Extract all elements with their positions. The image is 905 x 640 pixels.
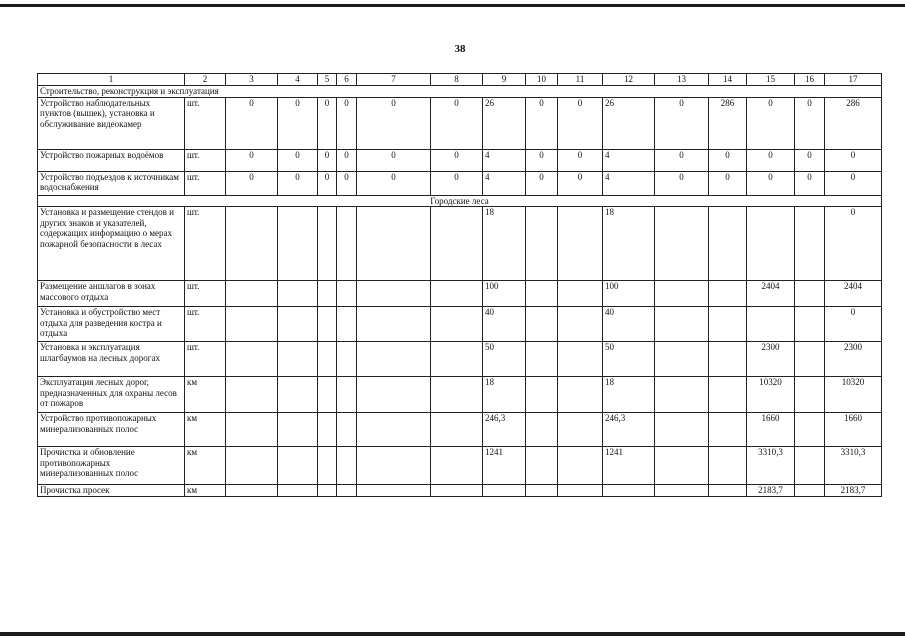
value-cell: 18	[603, 377, 655, 413]
value-cell: 0	[655, 97, 709, 149]
column-number: 6	[337, 74, 357, 86]
value-cell	[318, 485, 337, 497]
value-cell: 18	[483, 207, 526, 281]
column-number: 7	[357, 74, 431, 86]
column-number: 5	[318, 74, 337, 86]
value-cell: 0	[337, 149, 357, 171]
value-cell	[558, 281, 603, 307]
unit-cell: шт.	[185, 207, 226, 281]
column-number: 3	[226, 74, 278, 86]
unit-cell: шт.	[185, 97, 226, 149]
value-cell	[431, 485, 483, 497]
value-cell: 0	[431, 97, 483, 149]
value-cell	[357, 447, 431, 485]
unit-cell: км	[185, 413, 226, 447]
unit-cell: шт.	[185, 149, 226, 171]
value-cell	[526, 485, 558, 497]
value-cell	[709, 377, 747, 413]
value-cell: 0	[709, 149, 747, 171]
measure-name: Устройство противопожарных минерализованных полос	[38, 413, 185, 447]
value-cell: 2404	[747, 281, 795, 307]
value-cell: 26	[483, 97, 526, 149]
value-cell	[337, 413, 357, 447]
value-cell	[709, 485, 747, 497]
value-cell: 10320	[747, 377, 795, 413]
value-cell	[558, 485, 603, 497]
value-cell: 0	[226, 97, 278, 149]
value-cell	[795, 342, 825, 377]
column-number: 15	[747, 74, 795, 86]
top-scan-border	[0, 4, 905, 7]
column-number: 10	[526, 74, 558, 86]
value-cell	[278, 281, 318, 307]
measure-name: Устройство подъездов к источникам водоснабжения	[38, 171, 185, 195]
value-cell	[655, 342, 709, 377]
column-number: 2	[185, 74, 226, 86]
value-cell: 0	[825, 171, 882, 195]
table-row	[38, 171, 882, 195]
value-cell: 4	[603, 171, 655, 195]
value-cell	[526, 207, 558, 281]
subsection-title: Городские леса	[38, 195, 882, 207]
value-cell	[278, 307, 318, 342]
measure-name: Установка и обустройство мест отдыха для разведения костра и отдыха	[38, 307, 185, 342]
value-cell	[558, 342, 603, 377]
value-cell	[357, 281, 431, 307]
unit-cell: шт.	[185, 171, 226, 195]
value-cell: 286	[709, 97, 747, 149]
value-cell: 0	[526, 97, 558, 149]
value-cell: 0	[318, 171, 337, 195]
value-cell	[226, 377, 278, 413]
value-cell	[226, 342, 278, 377]
value-cell	[655, 413, 709, 447]
table-row	[38, 485, 882, 497]
value-cell: 0	[655, 171, 709, 195]
value-cell	[226, 207, 278, 281]
table-row	[38, 281, 882, 307]
value-cell	[483, 485, 526, 497]
value-cell	[709, 281, 747, 307]
value-cell	[431, 281, 483, 307]
value-cell	[795, 207, 825, 281]
value-cell: 0	[747, 97, 795, 149]
value-cell	[709, 447, 747, 485]
value-cell	[318, 342, 337, 377]
value-cell	[318, 207, 337, 281]
measure-name: Установка и размещение стендов и других знаков и указателей, содержащих информацию о мерах пожарной безопасности в лесах	[38, 207, 185, 281]
column-number-row	[38, 74, 882, 86]
value-cell: 0	[337, 97, 357, 149]
value-cell	[337, 342, 357, 377]
table-row	[38, 149, 882, 171]
value-cell	[226, 281, 278, 307]
column-number: 17	[825, 74, 882, 86]
value-cell	[318, 377, 337, 413]
value-cell	[795, 413, 825, 447]
value-cell: 40	[483, 307, 526, 342]
value-cell	[795, 281, 825, 307]
bottom-scan-border	[0, 632, 905, 636]
value-cell: 3310,3	[747, 447, 795, 485]
column-number: 12	[603, 74, 655, 86]
value-cell	[558, 307, 603, 342]
table-row	[38, 413, 882, 447]
measure-name: Эксплуатация лесных дорог, предназначенных для охраны лесов от пожаров	[38, 377, 185, 413]
value-cell: 2183,7	[825, 485, 882, 497]
value-cell	[318, 413, 337, 447]
value-cell	[226, 447, 278, 485]
unit-cell: км	[185, 377, 226, 413]
value-cell: 18	[483, 377, 526, 413]
value-cell	[655, 377, 709, 413]
value-cell	[747, 207, 795, 281]
value-cell	[357, 485, 431, 497]
value-cell: 100	[603, 281, 655, 307]
section-row	[38, 86, 882, 98]
value-cell: 40	[603, 307, 655, 342]
value-cell	[337, 281, 357, 307]
value-cell	[337, 447, 357, 485]
value-cell	[318, 281, 337, 307]
value-cell	[558, 207, 603, 281]
value-cell: 2183,7	[747, 485, 795, 497]
value-cell	[318, 447, 337, 485]
value-cell: 286	[825, 97, 882, 149]
value-cell: 18	[603, 207, 655, 281]
value-cell	[278, 342, 318, 377]
value-cell: 0	[226, 149, 278, 171]
value-cell: 2300	[825, 342, 882, 377]
measure-name: Устройство наблюдательных пунктов (вышек), установка и обслуживание видеокамер	[38, 97, 185, 149]
unit-cell: км	[185, 485, 226, 497]
value-cell	[357, 342, 431, 377]
value-cell	[526, 413, 558, 447]
table-row	[38, 377, 882, 413]
value-cell	[709, 207, 747, 281]
value-cell: 1660	[825, 413, 882, 447]
table-row	[38, 447, 882, 485]
value-cell: 246,3	[603, 413, 655, 447]
measure-name: Размещение аншлагов в зонах массового отдыха	[38, 281, 185, 307]
value-cell: 1241	[603, 447, 655, 485]
value-cell: 0	[526, 149, 558, 171]
value-cell	[709, 307, 747, 342]
value-cell	[709, 342, 747, 377]
value-cell: 0	[318, 97, 337, 149]
value-cell: 0	[655, 149, 709, 171]
section-title: Строительство, реконструкция и эксплуатация	[38, 86, 882, 98]
value-cell	[226, 485, 278, 497]
value-cell: 0	[431, 171, 483, 195]
value-cell: 246,3	[483, 413, 526, 447]
value-cell	[795, 447, 825, 485]
value-cell: 0	[795, 97, 825, 149]
value-cell	[526, 447, 558, 485]
value-cell	[278, 207, 318, 281]
value-cell: 0	[825, 149, 882, 171]
value-cell	[278, 377, 318, 413]
unit-cell: шт.	[185, 281, 226, 307]
measure-name: Прочистка и обновление противопожарных минерализованных полос	[38, 447, 185, 485]
value-cell	[278, 447, 318, 485]
page-number: 38	[454, 43, 466, 55]
value-cell: 0	[431, 149, 483, 171]
value-cell: 0	[825, 207, 882, 281]
value-cell	[558, 377, 603, 413]
value-cell	[526, 342, 558, 377]
value-cell: 0	[709, 171, 747, 195]
value-cell: 0	[357, 97, 431, 149]
value-cell	[431, 342, 483, 377]
value-cell	[337, 207, 357, 281]
value-cell: 0	[747, 171, 795, 195]
value-cell	[431, 447, 483, 485]
column-number: 9	[483, 74, 526, 86]
value-cell	[655, 307, 709, 342]
unit-cell: км	[185, 447, 226, 485]
value-cell	[357, 207, 431, 281]
value-cell: 0	[747, 149, 795, 171]
value-cell: 0	[558, 149, 603, 171]
value-cell	[655, 485, 709, 497]
value-cell: 50	[483, 342, 526, 377]
value-cell: 0	[795, 171, 825, 195]
value-cell: 3310,3	[825, 447, 882, 485]
column-number: 11	[558, 74, 603, 86]
value-cell	[795, 307, 825, 342]
value-cell	[357, 307, 431, 342]
value-cell: 0	[558, 97, 603, 149]
value-cell	[431, 377, 483, 413]
value-cell: 4	[483, 149, 526, 171]
value-cell: 0	[337, 171, 357, 195]
value-cell	[431, 413, 483, 447]
value-cell	[357, 413, 431, 447]
value-cell: 0	[825, 307, 882, 342]
column-number: 16	[795, 74, 825, 86]
value-cell: 2404	[825, 281, 882, 307]
value-cell	[603, 485, 655, 497]
value-cell: 0	[278, 149, 318, 171]
value-cell	[709, 413, 747, 447]
column-number: 13	[655, 74, 709, 86]
value-cell: 100	[483, 281, 526, 307]
value-cell	[558, 413, 603, 447]
value-cell: 1660	[747, 413, 795, 447]
value-cell	[318, 307, 337, 342]
value-cell	[431, 207, 483, 281]
value-cell: 0	[318, 149, 337, 171]
value-cell: 2300	[747, 342, 795, 377]
value-cell: 4	[603, 149, 655, 171]
measures-table	[37, 73, 882, 497]
table-row	[38, 342, 882, 377]
measure-name: Прочистка просек	[38, 485, 185, 497]
value-cell: 0	[278, 171, 318, 195]
table-row	[38, 97, 882, 149]
column-number: 1	[38, 74, 185, 86]
value-cell	[278, 413, 318, 447]
value-cell: 0	[795, 149, 825, 171]
column-number: 14	[709, 74, 747, 86]
value-cell	[795, 485, 825, 497]
value-cell	[655, 281, 709, 307]
value-cell	[526, 281, 558, 307]
value-cell	[337, 307, 357, 342]
value-cell: 10320	[825, 377, 882, 413]
value-cell	[278, 485, 318, 497]
value-cell	[526, 307, 558, 342]
value-cell	[431, 307, 483, 342]
unit-cell: шт.	[185, 342, 226, 377]
measure-name: Устройство пожарных водоёмов	[38, 149, 185, 171]
value-cell: 0	[226, 171, 278, 195]
value-cell: 0	[357, 171, 431, 195]
column-number: 8	[431, 74, 483, 86]
value-cell	[337, 485, 357, 497]
column-number: 4	[278, 74, 318, 86]
value-cell: 0	[526, 171, 558, 195]
value-cell	[655, 447, 709, 485]
table-row	[38, 207, 882, 281]
value-cell	[747, 307, 795, 342]
value-cell	[226, 413, 278, 447]
value-cell: 0	[558, 171, 603, 195]
value-cell	[795, 377, 825, 413]
value-cell	[337, 377, 357, 413]
value-cell: 26	[603, 97, 655, 149]
value-cell: 0	[278, 97, 318, 149]
value-cell	[226, 307, 278, 342]
value-cell: 1241	[483, 447, 526, 485]
value-cell	[558, 447, 603, 485]
value-cell: 0	[357, 149, 431, 171]
value-cell	[357, 377, 431, 413]
subsection-row	[38, 195, 882, 207]
value-cell	[655, 207, 709, 281]
table-row	[38, 307, 882, 342]
value-cell: 4	[483, 171, 526, 195]
unit-cell: шт.	[185, 307, 226, 342]
value-cell	[526, 377, 558, 413]
value-cell: 50	[603, 342, 655, 377]
measure-name: Установка и эксплуатация шлагбаумов на лесных дорогах	[38, 342, 185, 377]
